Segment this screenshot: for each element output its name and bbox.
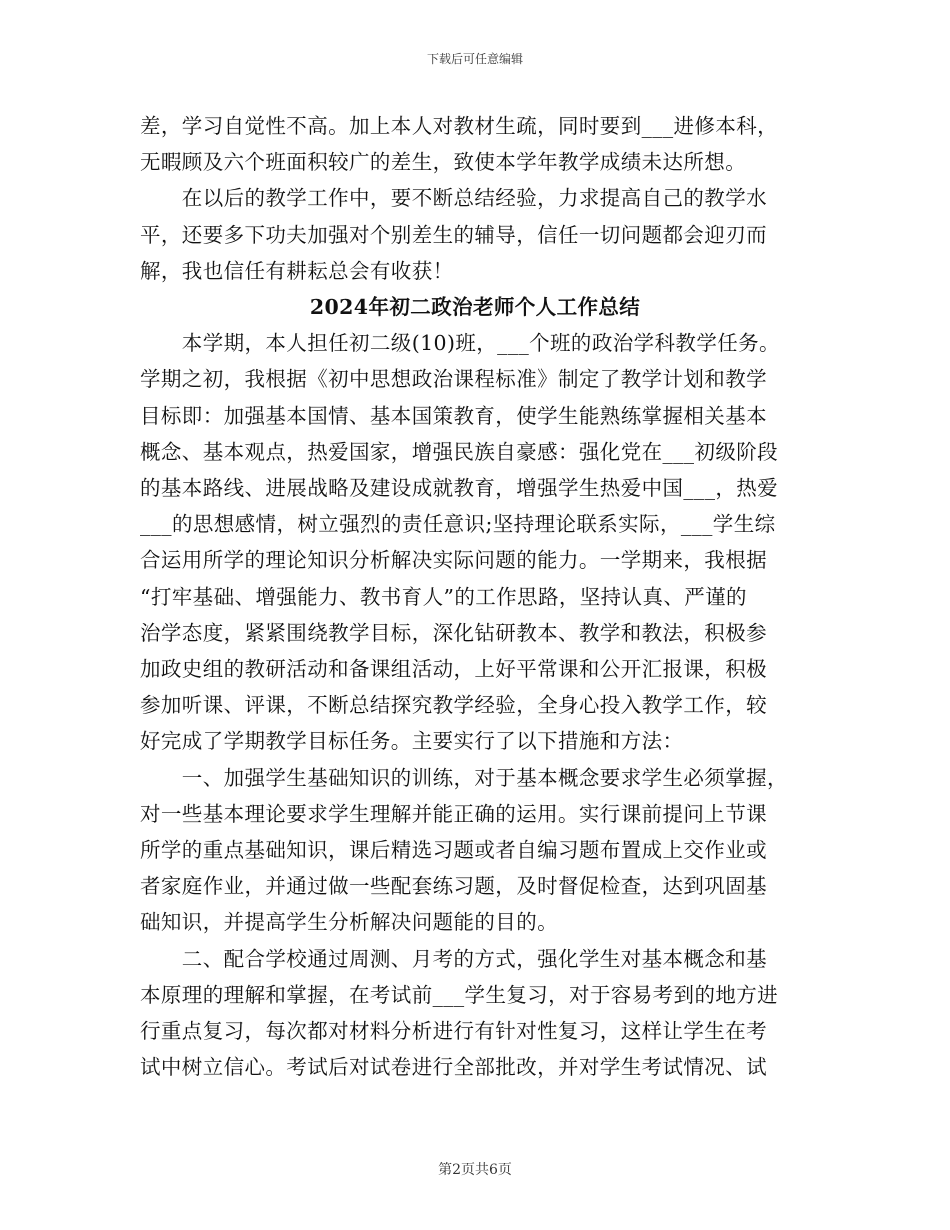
text-line: 差，学习自觉性不高。加上本人对教材生疏，同时要到___进修本科， xyxy=(140,114,779,138)
document-title: 2024年初二政治老师个人工作总结 xyxy=(309,295,641,320)
paragraph xyxy=(140,180,810,289)
text-line: 行重点复习，每次都对材料分析进行有针对性复习，这样让学生在考 xyxy=(140,1019,767,1044)
page-footer: 第2页共6页 xyxy=(438,1162,512,1178)
paragraph xyxy=(140,941,810,1086)
text-line: 加政史组的教研活动和备课组活动，上好平常课和公开汇报课，积极 xyxy=(140,657,767,682)
text-line: ___的思想感情，树立强烈的责任意识;坚持理论联系实际，___学生综 xyxy=(140,512,776,537)
text-line: 本原理的理解和掌握，在考试前___学生复习，对于容易考到的地方进 xyxy=(140,982,779,1007)
text-line: 概念、基本观点，热爱国家，增强民族自豪感：强化党在___初级阶段 xyxy=(140,439,779,464)
paragraph xyxy=(140,760,810,941)
paragraph xyxy=(140,325,810,759)
text-line: 平，还要多下功夫加强对个别差生的辅导，信任一切问题都会迎刃而 xyxy=(140,222,767,247)
text-line: 所学的重点基础知识，课后精选习题或者自编习题布置成上交作业或 xyxy=(140,838,767,863)
text-line: “打牢基础、增强能力、教书育人”的工作思路，坚持认真、严谨的 xyxy=(140,584,747,609)
text-line: 一、加强学生基础知识的训练，对于基本概念要求学生必须掌握， xyxy=(140,765,788,790)
text-line: 者家庭作业，并通过做一些配套练习题，及时督促检查，达到巩固基 xyxy=(140,874,767,899)
text-line: 础知识，并提高学生分析解决问题能的目的。 xyxy=(140,910,558,935)
text-line: 在以后的教学工作中，要不断总结经验，力求提高自己的教学水 xyxy=(140,186,767,211)
page-header: 下载后可任意编辑 xyxy=(426,52,523,66)
paragraphs-before xyxy=(140,108,810,289)
text-line: 解，我也信任有耕耘总会有收获！ xyxy=(140,258,454,283)
text-line: 合运用所学的理论知识分析解决实际问题的能力。一学期来，我根据 xyxy=(140,548,767,573)
document-body xyxy=(140,108,810,1085)
text-line: 无暇顾及六个班面积较广的差生，致使本学年教学成绩未达所想。 xyxy=(140,150,747,175)
text-line: 好完成了学期教学目标任务。主要实行了以下措施和方法： xyxy=(140,729,684,754)
text-line: 参加听课、评课，不断总结探究教学经验，全身心投入教学工作，较 xyxy=(140,693,767,718)
text-line: 学期之初，我根据《初中思想政治课程标准》制定了教学计划和教学 xyxy=(140,367,767,392)
text-line: 治学态度，紧紧围绕教学目标，深化钻研教本、教学和教法，积极参 xyxy=(140,620,767,645)
text-line: 试中树立信心。考试后对试卷进行全部批改，并对学生考试情况、试 xyxy=(140,1055,767,1080)
text-line: 对一些基本理论要求学生理解并能正确的运用。实行课前提问上节课 xyxy=(140,801,767,826)
text-line: 二、配合学校通过周测、月考的方式，强化学生对基本概念和基 xyxy=(140,946,767,971)
text-line: 的基本路线、进展战略及建设成就教育，增强学生热爱中国___，热爱 xyxy=(140,476,779,501)
text-line: 本学期，本人担任初二级(10)班，___个班的政治学科教学任务。 xyxy=(140,331,780,356)
text-line: 目标即：加强基本国情、基本国策教育，使学生能熟练掌握相关基本 xyxy=(140,403,767,428)
paragraph xyxy=(140,108,810,180)
paragraphs-after xyxy=(140,325,810,1085)
